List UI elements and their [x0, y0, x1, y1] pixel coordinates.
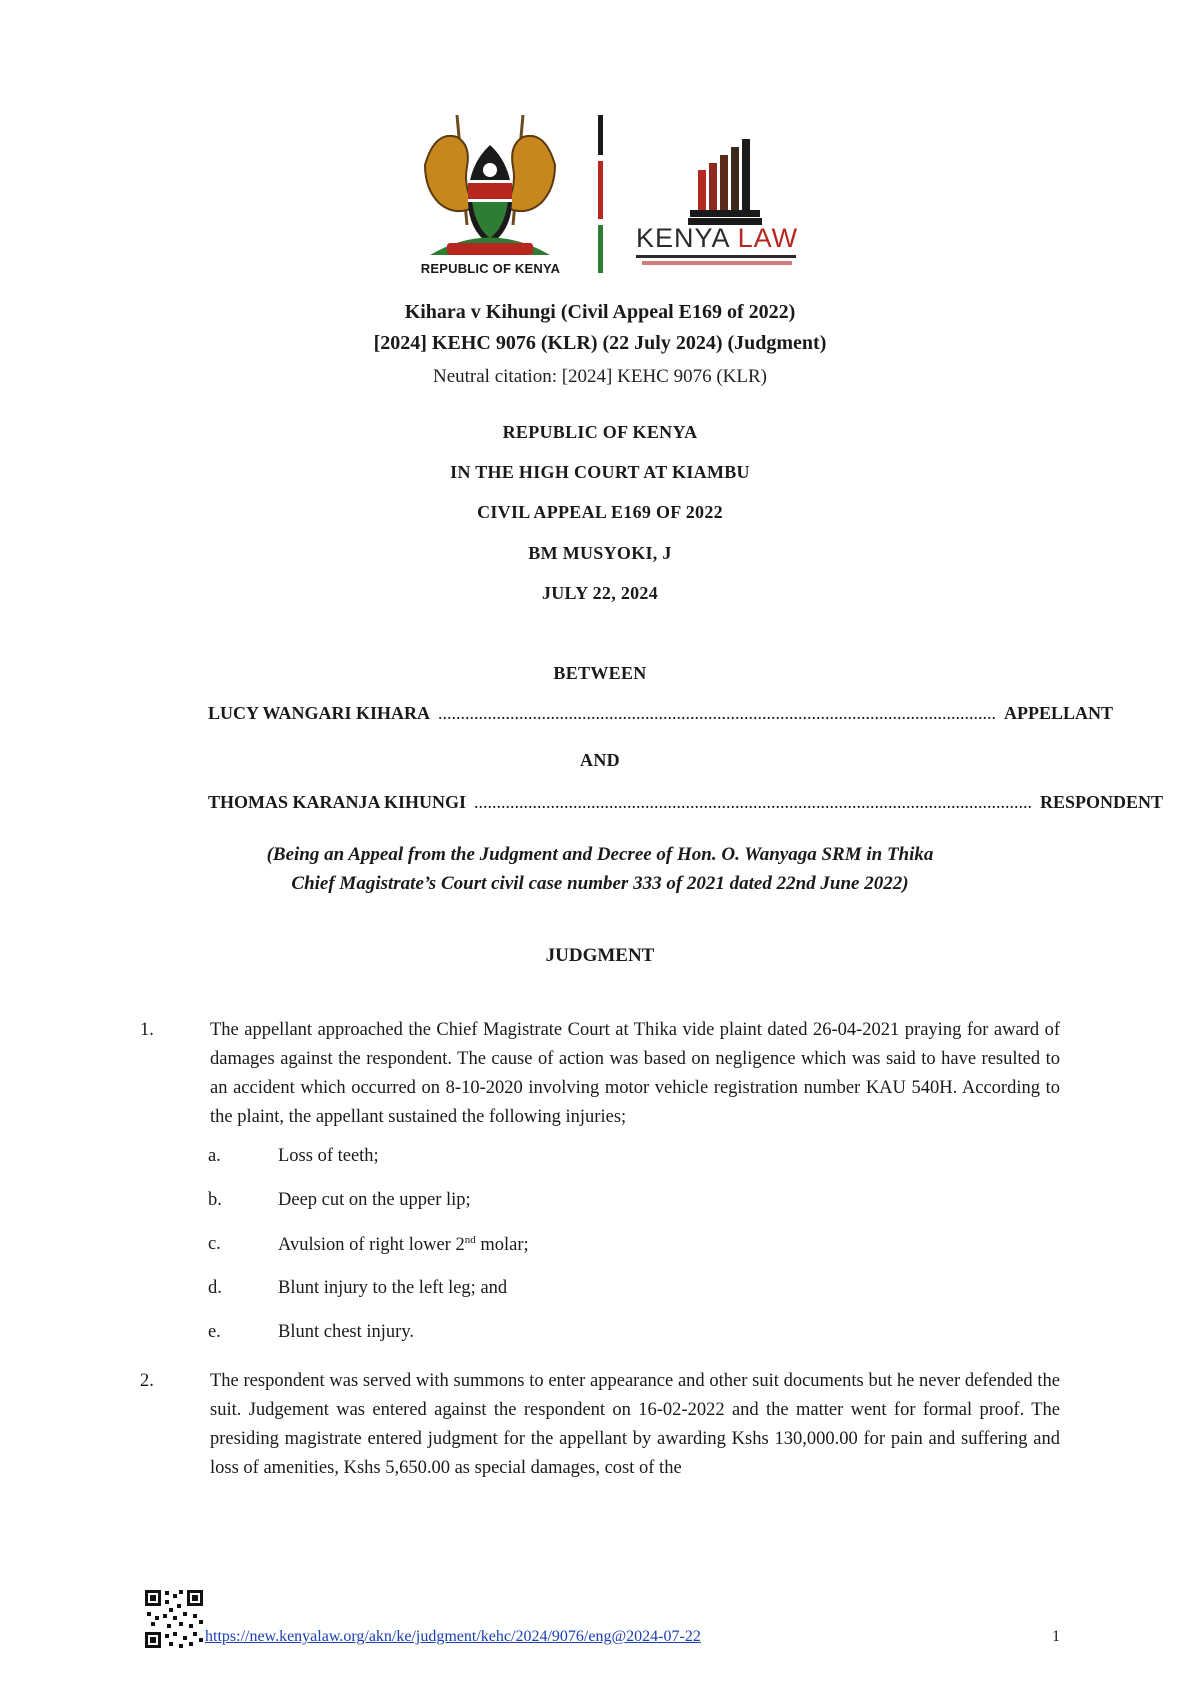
- paragraph-text: The respondent was served with summons to enter appearance and other suit documents but he never defended the suit. Judgement was entered against the respondent on 16-02-2022 and the matter went for formal proof. The presiding magistrate entered judgment for the appellant by awarding Kshs 130,000.00 for pain and suffering and loss of amenities, Kshs 5,650.00 as special damages, cost of the: [210, 1371, 1060, 1478]
- document-link[interactable]: https://new.kenyalaw.org/akn/ke/judgment/kehc/2024/9076/eng@2024-07-22: [205, 1628, 701, 1645]
- leader-dots: ............................................................................................................................: [474, 792, 1033, 812]
- judgment-heading: JUDGMENT: [545, 945, 655, 966]
- coat-caption: REPUBLIC OF KENYA: [420, 261, 561, 276]
- appeal-note-line-2: Chief Magistrate’s Court civil case number 333 of 2021 dated 22nd June 2022): [291, 873, 909, 894]
- neutral-citation: Neutral citation: [2024] KEHC 9076 (KLR): [432, 366, 767, 387]
- paragraph-number: 2.: [140, 1371, 154, 1391]
- list-text: Blunt chest injury.: [278, 1322, 414, 1342]
- appeal-note: [0, 840, 1200, 898]
- list-letter: e.: [208, 1322, 221, 1342]
- court-name: IN THE HIGH COURT AT KIAMBU: [450, 462, 750, 482]
- respondent-name: THOMAS KARANJA KIHUNGI: [208, 792, 467, 812]
- appellant-name: LUCY WANGARI KIHARA: [208, 703, 431, 723]
- between-heading: BETWEEN: [553, 663, 647, 683]
- list-text: Deep cut on the upper lip;: [278, 1190, 471, 1210]
- kenya-law-wordmark: KENYA LAW: [636, 223, 799, 253]
- qr-code-icon: [143, 1588, 205, 1650]
- coat-of-arms-icon: [405, 105, 575, 275]
- list-letter: b.: [208, 1190, 222, 1210]
- list-letter: d.: [208, 1278, 222, 1298]
- kenya-law-tagline: [642, 261, 792, 265]
- case-title: [0, 297, 1200, 359]
- list-letter: a.: [208, 1146, 221, 1166]
- header-logos: [0, 105, 1200, 280]
- page-number: 1: [1052, 1628, 1060, 1645]
- appellant-line: [208, 703, 1114, 724]
- case-title-line-2: [2024] KEHC 9076 (KLR) (22 July 2024) (Judgment): [373, 332, 827, 354]
- leader-dots: ............................................................................................................................: [438, 703, 997, 723]
- republic-heading: REPUBLIC OF KENYA: [502, 422, 698, 442]
- respondent-line: [208, 792, 1164, 813]
- respondent-role: RESPONDENT: [1040, 792, 1164, 812]
- list-text: Avulsion of right lower 2nd molar;: [278, 1234, 529, 1256]
- list-text: Blunt injury to the left leg; and: [278, 1278, 508, 1298]
- paragraph-number: 1.: [140, 1020, 154, 1040]
- list-letter: c.: [208, 1234, 221, 1254]
- judgment-date: JULY 22, 2024: [541, 583, 659, 603]
- list-text: Loss of teeth;: [278, 1146, 379, 1166]
- kenya-law-pillars-icon: [690, 135, 760, 225]
- appellant-role: APPELLANT: [1004, 703, 1114, 723]
- judge-name: BM MUSYOKI, J: [528, 543, 672, 563]
- paragraph-text: The appellant approached the Chief Magistrate Court at Thika vide plaint dated 26-04-2021 praying for award of damages against the respondent. The cause of action was based on negligence which was said to have resulted to an accident which occurred on 8-10-2020 involving motor vehicle registration number KAU 540H. According to the plaint, the appellant sustained the following injuries;: [210, 1020, 1060, 1127]
- and-heading: AND: [580, 750, 620, 770]
- flag-divider: [598, 115, 603, 273]
- case-title-line-1: Kihara v Kihungi (Civil Appeal E169 of 2022): [404, 301, 796, 323]
- appeal-note-line-1: (Being an Appeal from the Judgment and Decree of Hon. O. Wanyaga SRM in Thika: [266, 844, 934, 865]
- kenya-law-rule: [636, 255, 796, 258]
- case-number: CIVIL APPEAL E169 OF 2022: [477, 502, 723, 522]
